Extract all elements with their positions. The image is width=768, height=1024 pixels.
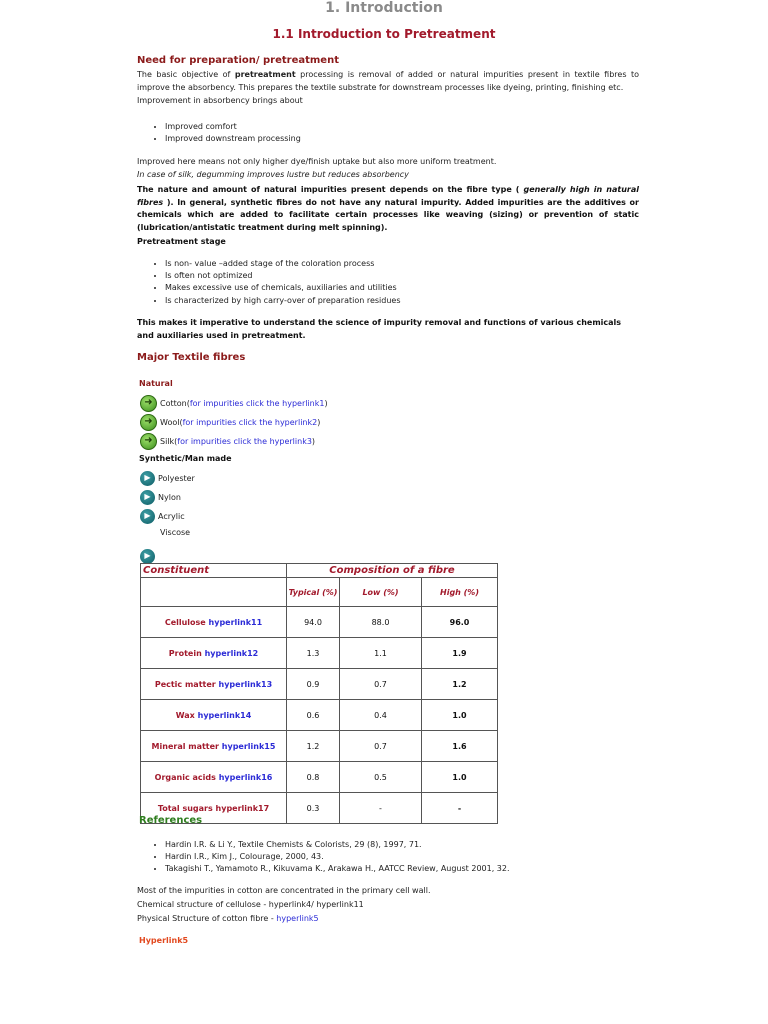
constituent-cell xyxy=(141,700,287,731)
nature-italic: generally high in natural fibres xyxy=(137,185,639,207)
list-item: • Improved comfort xyxy=(165,121,301,133)
fibre-item-viscose: Viscose xyxy=(160,528,191,537)
constituent-name: Mineral matter xyxy=(151,741,219,751)
fibre-item-silk xyxy=(140,432,315,450)
constituent-link[interactable]: hyperlink11 xyxy=(208,617,263,627)
silk-note: In case of silk, degumming improves lustre but reduces absorbency xyxy=(137,170,409,179)
low-cell: 0.7 xyxy=(340,731,422,762)
table-row xyxy=(141,731,498,762)
constituent-name: Cellulose xyxy=(164,617,206,627)
high-cell: - xyxy=(422,793,498,824)
table-row xyxy=(141,607,498,638)
synthetic-label: Synthetic/Man made xyxy=(139,454,232,463)
arrow-right-icon: ➜ xyxy=(140,433,157,450)
fibre-item-cotton xyxy=(140,394,328,412)
improvement-line: Improvement in absorbency brings about xyxy=(137,96,303,105)
constituent-cell xyxy=(141,669,287,700)
fibre-item-acrylic xyxy=(140,507,185,525)
benefits-list xyxy=(137,121,301,145)
list-item: • Is characterized by high carry-over of preparation residues xyxy=(165,295,401,307)
constituent-link[interactable]: hyperlink17 xyxy=(215,803,270,813)
constituent-link[interactable]: hyperlink12 xyxy=(204,648,259,658)
low-cell: 1.1 xyxy=(340,638,422,669)
header-constituent: Constituent xyxy=(141,564,287,578)
high-cell: 1.0 xyxy=(422,762,498,793)
stage-heading: Pretreatment stage xyxy=(137,237,226,246)
typical-cell: 0.9 xyxy=(287,669,340,700)
constituent-name: Pectic matter xyxy=(154,679,216,689)
references-heading: References xyxy=(139,815,203,826)
improved-here-text: Improved here means not only higher dye/finish uptake but also more uniform treatment. xyxy=(137,157,497,166)
table-row xyxy=(141,638,498,669)
low-cell: - xyxy=(340,793,422,824)
high-cell: 96.0 xyxy=(422,607,498,638)
list-item: • Takagishi T., Yamamoto R., Kikuvama K., Arakawa H., AATCC Review, August 2001, 32. xyxy=(165,863,510,875)
header-empty-cell xyxy=(141,578,287,607)
low-cell: 0.5 xyxy=(340,762,422,793)
prep-heading: Need for preparation/ pretreatment xyxy=(137,55,339,66)
references-list xyxy=(137,839,510,876)
chemical-structure-text: Chemical structure of cellulose - hyperlink4/ hyperlink11 xyxy=(137,900,364,909)
cotton-impurities-link[interactable]: for impurities click the hyperlink1 xyxy=(189,398,325,408)
physical-structure-text: Physical Structure of cotton fibre - xyxy=(137,914,277,923)
high-cell: 1.9 xyxy=(422,638,498,669)
play-icon: ▶ xyxy=(140,471,155,486)
paren-open: ( xyxy=(186,398,190,408)
list-item: • Is non- value –added stage of the coloration process xyxy=(165,258,401,270)
header-high: High (%) xyxy=(422,578,498,607)
list-item: • Is often not optimized xyxy=(165,270,401,282)
paren-open: ( xyxy=(179,417,183,427)
stage-list xyxy=(137,258,401,307)
fibre-item-viscose-marker xyxy=(140,543,158,564)
fibres-heading: Major Textile fibres xyxy=(137,352,246,363)
silk-impurities-link[interactable]: for impurities click the hyperlink3 xyxy=(177,436,312,446)
fibre-item-wool xyxy=(140,413,320,431)
section-title: 1.1 Introduction to Pretreatment xyxy=(272,27,496,41)
constituent-name: Total sugars xyxy=(157,803,213,813)
fibre-item-nylon xyxy=(140,488,181,506)
play-icon: ▶ xyxy=(140,549,155,564)
list-item: • Hardin I.R., Kim J., Colourage, 2000, 43. xyxy=(165,851,510,863)
arrow-right-icon: ➜ xyxy=(140,414,157,431)
physical-structure-line xyxy=(137,913,639,926)
typical-cell: 1.3 xyxy=(287,638,340,669)
constituent-cell xyxy=(141,762,287,793)
composition-table xyxy=(140,563,498,824)
fibre-name: Acrylic xyxy=(158,511,185,521)
high-cell: 1.0 xyxy=(422,700,498,731)
paren-open: ( xyxy=(174,436,178,446)
constituent-link[interactable]: hyperlink16 xyxy=(218,772,273,782)
fibre-item-polyester xyxy=(140,469,195,487)
table-row xyxy=(141,669,498,700)
fibre-name: Nylon xyxy=(158,492,181,502)
primary-wall-text: Most of the impurities in cotton are concentrated in the primary cell wall. xyxy=(137,886,431,895)
typical-cell: 0.6 xyxy=(287,700,340,731)
low-cell: 0.7 xyxy=(340,669,422,700)
table-row xyxy=(141,700,498,731)
paren-close: ) xyxy=(317,417,321,427)
typical-cell: 0.8 xyxy=(287,762,340,793)
imperative-paragraph: This makes it imperative to understand the science of impurity removal and functions of various chemicals and auxiliaries used in pretreatment. xyxy=(137,318,622,340)
constituent-name: Wax xyxy=(175,710,195,720)
wool-impurities-link[interactable]: for impurities click the hyperlink2 xyxy=(182,417,318,427)
natural-label: Natural xyxy=(139,379,173,388)
header-composition: Composition of a fibre xyxy=(287,564,498,578)
constituent-name: Protein xyxy=(168,648,202,658)
chapter-title: 1. Introduction xyxy=(325,0,443,16)
nature-paragraph xyxy=(137,184,639,234)
table-row xyxy=(141,762,498,793)
typical-cell: 94.0 xyxy=(287,607,340,638)
constituent-name: Organic acids xyxy=(154,772,216,782)
constituent-link[interactable]: hyperlink15 xyxy=(221,741,276,751)
typical-cell: 1.2 xyxy=(287,731,340,762)
list-item: • Improved downstream processing xyxy=(165,133,301,145)
header-typical: Typical (%) xyxy=(287,578,340,607)
physical-structure-link[interactable]: hyperlink5 xyxy=(276,914,319,923)
play-icon: ▶ xyxy=(140,509,155,524)
low-cell: 88.0 xyxy=(340,607,422,638)
nature-text-end: ). In general, synthetic fibres do not have any natural impurity. Added impurities are the additives or chemicals which are added to facilitate certain processes like weaving (sizing) or prevention of static (lubrication/antistatic treatment during melt spinning). xyxy=(137,197,639,232)
constituent-link[interactable]: hyperlink14 xyxy=(197,710,252,720)
fibre-name: Wool xyxy=(160,417,180,427)
high-cell: 1.6 xyxy=(422,731,498,762)
paren-close: ) xyxy=(324,398,328,408)
fibre-name: Cotton xyxy=(160,398,187,408)
play-icon: ▶ xyxy=(140,490,155,505)
list-item: • Makes excessive use of chemicals, auxiliaries and utilities xyxy=(165,282,401,294)
fibre-name: Silk xyxy=(160,436,175,446)
constituent-cell xyxy=(141,731,287,762)
arrow-right-icon: ➜ xyxy=(140,395,157,412)
fibre-name: Polyester xyxy=(158,473,195,483)
paren-close: ) xyxy=(311,436,316,446)
intro-text-start: The basic objective of xyxy=(137,70,235,79)
bottom-hyperlink[interactable]: Hyperlink5 xyxy=(139,936,189,945)
constituent-cell xyxy=(141,638,287,669)
high-cell: 1.2 xyxy=(422,669,498,700)
intro-paragraph xyxy=(137,69,639,94)
header-low: Low (%) xyxy=(340,578,422,607)
typical-cell: 0.3 xyxy=(287,793,340,824)
list-item: • Hardin I.R. & Li Y., Textile Chemists & Colorists, 29 (8), 1997, 71. xyxy=(165,839,510,851)
constituent-cell xyxy=(141,607,287,638)
intro-bold-term: pretreatment xyxy=(234,70,296,79)
constituent-link[interactable]: hyperlink13 xyxy=(218,679,273,689)
intro-text-end: processing is removal of added or natural impurities present in textile fibres to improve the absorbency. This prepares the textile substrate for downstream processes like dyeing, printing, finishing etc. xyxy=(137,70,640,92)
low-cell: 0.4 xyxy=(340,700,422,731)
nature-text-start: The nature and amount of natural impurities present depends on the fibre type ( xyxy=(137,185,524,194)
